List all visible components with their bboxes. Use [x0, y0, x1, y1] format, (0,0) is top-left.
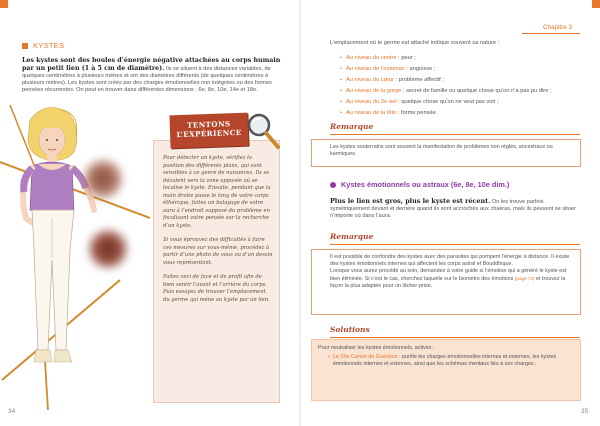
divider	[330, 134, 580, 135]
location-label: Au niveau du ventre	[346, 55, 397, 61]
location-label: Au niveau de la tête	[346, 110, 397, 116]
remark-text: Les kystes souterrains sont souvent la manifestation de problèmes non réglés, ancestraux ou karmiques.	[330, 144, 553, 157]
remark-heading: Remarque	[330, 232, 374, 241]
list-item	[328, 354, 574, 368]
divider	[330, 337, 580, 338]
location-list	[340, 53, 585, 119]
woman-illustration	[0, 100, 160, 410]
bullet-dot-icon: •	[340, 99, 342, 105]
chapter-label: Chapitre 3	[542, 24, 572, 31]
location-text: : secret de famille ou quelque chose qu’on n’a pas pu dire ;	[401, 88, 552, 94]
bullet-dot-icon: •	[340, 55, 342, 61]
experience-paragraph: Faites ceci de face et de profil afin de bien sentir l’avant et l’arrière du corps. Puis essayez de trouver l’emplacement du germe qui mène au kyste par un lien.	[163, 274, 270, 303]
location-text: : angoisse ;	[404, 66, 436, 72]
solutions-intro: Pour neutraliser les kystes émotionnels, activez :	[318, 345, 435, 351]
location-text: : quelque chose qu’on ne veut pas voir ;	[396, 99, 499, 105]
subheading-text: Kystes émotionnels ou astraux (6e, 8e, 10e dim.)	[341, 180, 510, 189]
bullet-dot-icon: •	[340, 66, 342, 72]
remark-box	[311, 249, 581, 315]
solutions-heading: Solutions	[330, 325, 370, 334]
location-text: : forme pensée.	[396, 110, 438, 116]
list-item	[340, 97, 585, 108]
remark-text-part: et trouvez la façon la plus adaptée pour un lâcher-prise.	[330, 276, 566, 289]
page-number-left: 34	[8, 408, 16, 415]
solution-label: Le 15e Canon de Guérison	[332, 354, 398, 360]
remark-heading: Remarque	[330, 122, 374, 131]
location-label: Au niveau du 3e œil	[346, 99, 397, 105]
magnifier-icon	[246, 112, 282, 155]
intro-text: Ils se situent à des distances variables, de quelques centimètres à plusieurs mètres et ont des diamètres différents (de quelques centimètres à plusieurs mètres). Les kystes sont créés par des charges émotionnelles non intégrées ou des formes pensées récurrentes. On peut en trouver dans différentes dimensions : 6e, 8e, 10e, 14e et 18e.	[22, 66, 272, 94]
list-item	[340, 53, 585, 64]
intro-paragraph	[22, 57, 284, 94]
location-text: : peur ;	[396, 55, 416, 61]
divider	[330, 244, 580, 245]
solution-text: : purifie les charges émotionnelles internes et externes, les kystes émotionnels internes et externes, ainsi que les schémas mentaux liés à ces charges ;	[332, 354, 557, 367]
solutions-box	[311, 339, 581, 401]
location-label: Au niveau de la gorge	[346, 88, 402, 94]
page-reference-link[interactable]: (page 72)	[514, 276, 535, 281]
location-intro: L’emplacement où le germe est attaché indique souvent sa nature :	[330, 40, 500, 46]
gutter	[299, 0, 301, 426]
experience-title	[169, 113, 248, 140]
bullet-dot-icon: •	[340, 110, 342, 116]
experience-title-box	[169, 113, 248, 149]
intro-bold: Les kystes sont des boules d’énergie négative attachées au corps humain par un petit lien (1 à 5 cm de diamètre).	[22, 57, 281, 73]
list-item	[340, 75, 585, 86]
bullet-dot-icon: •	[340, 88, 342, 94]
corner-tab	[592, 0, 600, 8]
paragraph-bold: Plus le lien est gros, plus le kyste est récent.	[330, 197, 491, 205]
remark-box	[311, 139, 581, 167]
list-item	[340, 64, 585, 75]
paragraph	[330, 198, 580, 221]
remark-text: Il est possible de confondre des kystes avec des parasites qui pompent l’énergie à distance. Il existe des kystes émotionnels internes qui affectent les corps astral et Bouddhique.	[330, 254, 570, 267]
list-item	[340, 108, 585, 119]
experience-paragraph: Si vous éprouvez des difficultés à faire ces mesures sur vous-même, procédez à partir d’une photo de vous ou d’un dessin vous représentant.	[163, 237, 273, 266]
subheading	[330, 180, 509, 189]
location-text: : problème affectif ;	[394, 77, 444, 83]
experience-paragraph: Pour détecter un kyste, vérifiez la position des différents plans, qui sont sensibles à ce genre de nuisances. Ils se décalent vers la zone opposée où se localise le kyste. Ensuite, pendant que la main droite passe le long de votre corps éthérique, faites un balayage de votre aura à l’endroit supposé du problème en focalisant votre pensée sur la recherche d’un kyste.	[163, 155, 271, 229]
chapter-tab	[522, 20, 580, 34]
location-label: Au niveau de l’estomac	[346, 66, 405, 72]
experience-title-line1: TENTONS	[186, 119, 231, 130]
section-title: KYSTES	[33, 41, 65, 50]
woman-figure-icon	[0, 100, 160, 410]
square-bullet-icon	[22, 43, 28, 49]
remark-text	[330, 268, 575, 290]
corner-tab	[0, 0, 8, 8]
experience-text	[163, 155, 273, 311]
page-number-right: 35	[581, 408, 589, 415]
paragraph-text: On les trouve parfois symétriquement devant et derrière quand ils sont accrochés aux chakras, mais ils peuvent se situer n’importe où dans l’aura.	[330, 199, 576, 220]
kyste-blot	[82, 158, 124, 200]
experience-title-line2: L’EXPÉRIENCE	[176, 127, 242, 140]
bullet-dot-icon	[330, 182, 336, 188]
section-heading	[22, 41, 64, 50]
bullet-dot-icon: •	[340, 77, 342, 83]
remark-text-part: Lorsque vous aurez procédé au soin, demandez à votre guide si l’émotion qui a généré le kyste est bien éliminée. Si c’est le cas, cherchez laquelle sur le biomètre des émotions	[330, 268, 567, 282]
list-item	[340, 86, 585, 97]
bullet-dot-icon: •	[328, 354, 330, 360]
location-label: Au niveau du cœur	[346, 77, 395, 83]
kyste-blot	[87, 228, 129, 270]
